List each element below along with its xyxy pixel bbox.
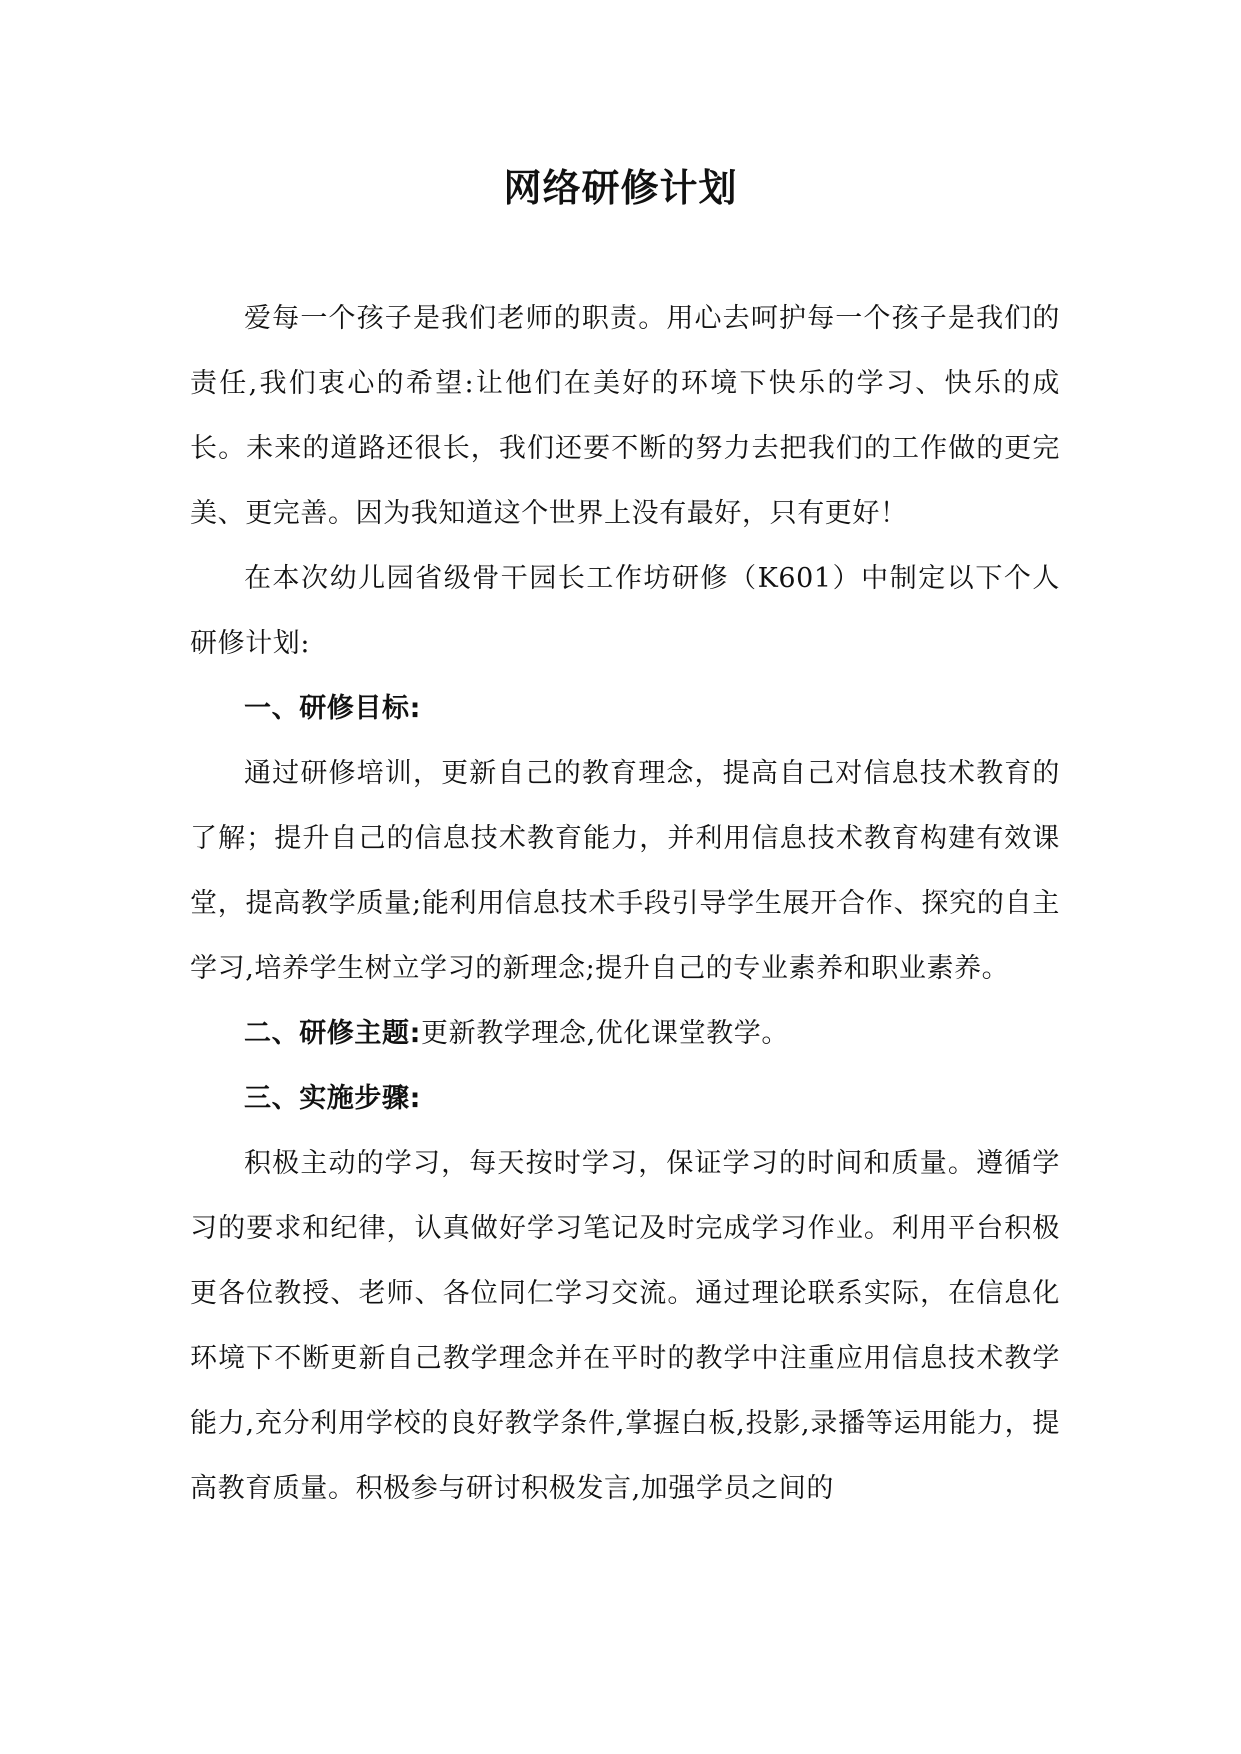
section-heading-goals	[190, 676, 1060, 741]
document-title: 网络研修计划	[503, 166, 738, 210]
section-heading-goals-text: 一、研修目标:	[244, 693, 421, 724]
section-heading-steps	[190, 1066, 1060, 1131]
section-heading-steps-text: 三、实施步骤:	[244, 1083, 421, 1114]
section-theme-text: 更新教学理念,优化课堂教学。	[421, 1018, 789, 1049]
section-heading-theme-label: 二、研修主题:	[244, 1018, 421, 1049]
paragraph-intro: 爱每一个孩子是我们老师的职责。用心去呵护每一个孩子是我们的责任,我们衷心的希望:让他们在美好的环境下快乐的学习、快乐的成长。未来的道路还很长，我们还要不断的努力去把我们的工作做的更完美、更完善。因为我知道这个世界上没有最好，只有更好！	[190, 303, 1060, 529]
document-body	[190, 286, 1060, 1521]
section-heading-theme	[190, 1001, 1060, 1066]
paragraph-goals: 通过研修培训，更新自己的教育理念，提高自己对信息技术教育的了解；提升自己的信息技术教育能力，并利用信息技术教育构建有效课堂，提高教学质量;能利用信息技术手段引导学生展开合作、探究的自主学习,培养学生树立学习的新理念;提升自己的专业素养和职业素养。	[190, 758, 1060, 984]
paragraph-plan-context: 在本次幼儿园省级骨干园长工作坊研修（K601）中制定以下个人研修计划:	[190, 563, 1060, 659]
paragraph-steps: 积极主动的学习，每天按时学习，保证学习的时间和质量。遵循学习的要求和纪律，认真做好学习笔记及时完成学习作业。利用平台积极更各位教授、老师、各位同仁学习交流。通过理论联系实际，在信息化环境下不断更新自己教学理念并在平时的教学中注重应用信息技术教学能力,充分利用学校的良好教学条件,掌握白板,投影,录播等运用能力，提高教育质量。积极参与研讨积极发言,加强学员之间的	[190, 1148, 1060, 1504]
